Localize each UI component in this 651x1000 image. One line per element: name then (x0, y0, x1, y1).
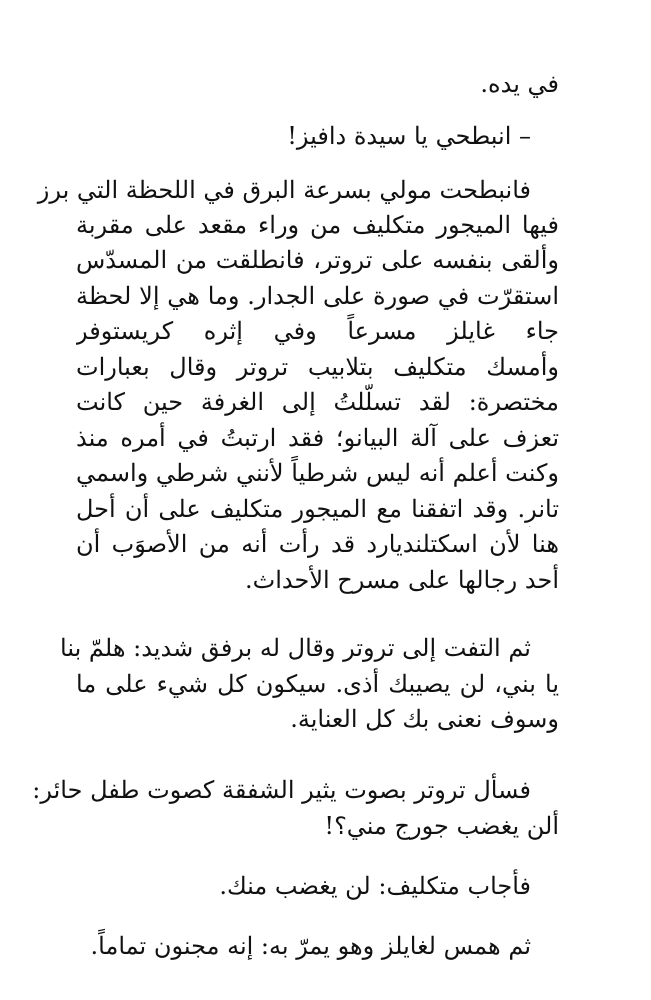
text-line: جاء غايلز مسرعاً وفي إثره كريستوفر (76, 317, 559, 345)
text-line: وألقى بنفسه على تروتر، فانطلقت من المسدّس (76, 246, 559, 274)
text-line: ألن يغضب جورج مني؟! (324, 812, 559, 840)
text-line: فسأل تروتر بصوت يثير الشفقة كصوت طفل حائر: (32, 776, 531, 804)
text-line: – انبطحي يا سيدة دافيز! (287, 122, 531, 150)
text-line: وكنت أعلم أنه ليس شرطياً لأنني شرطي واسمي (76, 459, 559, 487)
text-line: وأمسك متكليف بتلابيب تروتر وقال بعبارات (76, 353, 559, 381)
text-line: تعزف على آلة البيانو؛ فقد ارتبتُ في أمره منذ (76, 424, 559, 452)
text-line: مختصرة: لقد تسلّلتُ إلى الغرفة حين كانت (76, 388, 559, 416)
text-line: أحد رجالها على مسرح الأحداث. (245, 566, 559, 594)
text-line: فأجاب متكليف: لن يغضب منك. (219, 872, 531, 900)
text-line: فانبطحت مولي بسرعة البرق في اللحظة التي برز (37, 176, 531, 204)
text-line: في يده. (480, 70, 559, 98)
text-line: يا بني، لن يصيبك أذى. سيكون كل شيء على ما (76, 670, 559, 698)
text-line: وسوف نعنى بك كل العناية. (290, 705, 559, 733)
text-line: هنا لأن اسكتلنديارد قد رأت أنه من الأصوَب أن (76, 530, 559, 558)
text-line: ثم همس لغايلز وهو يمرّ به: إنه مجنون تماماً. (90, 932, 531, 960)
text-line: استقرّت في صورة على الجدار. وما هي إلا لحظة (76, 282, 559, 310)
text-line: فيها الميجور متكليف من وراء مقعد على مقربة (76, 211, 559, 239)
text-line: تانر. وقد اتفقنا مع الميجور متكليف على أن أحل (76, 495, 559, 523)
text-line: ثم التفت إلى تروتر وقال له برفق شديد: هلمّ بنا (60, 634, 531, 662)
